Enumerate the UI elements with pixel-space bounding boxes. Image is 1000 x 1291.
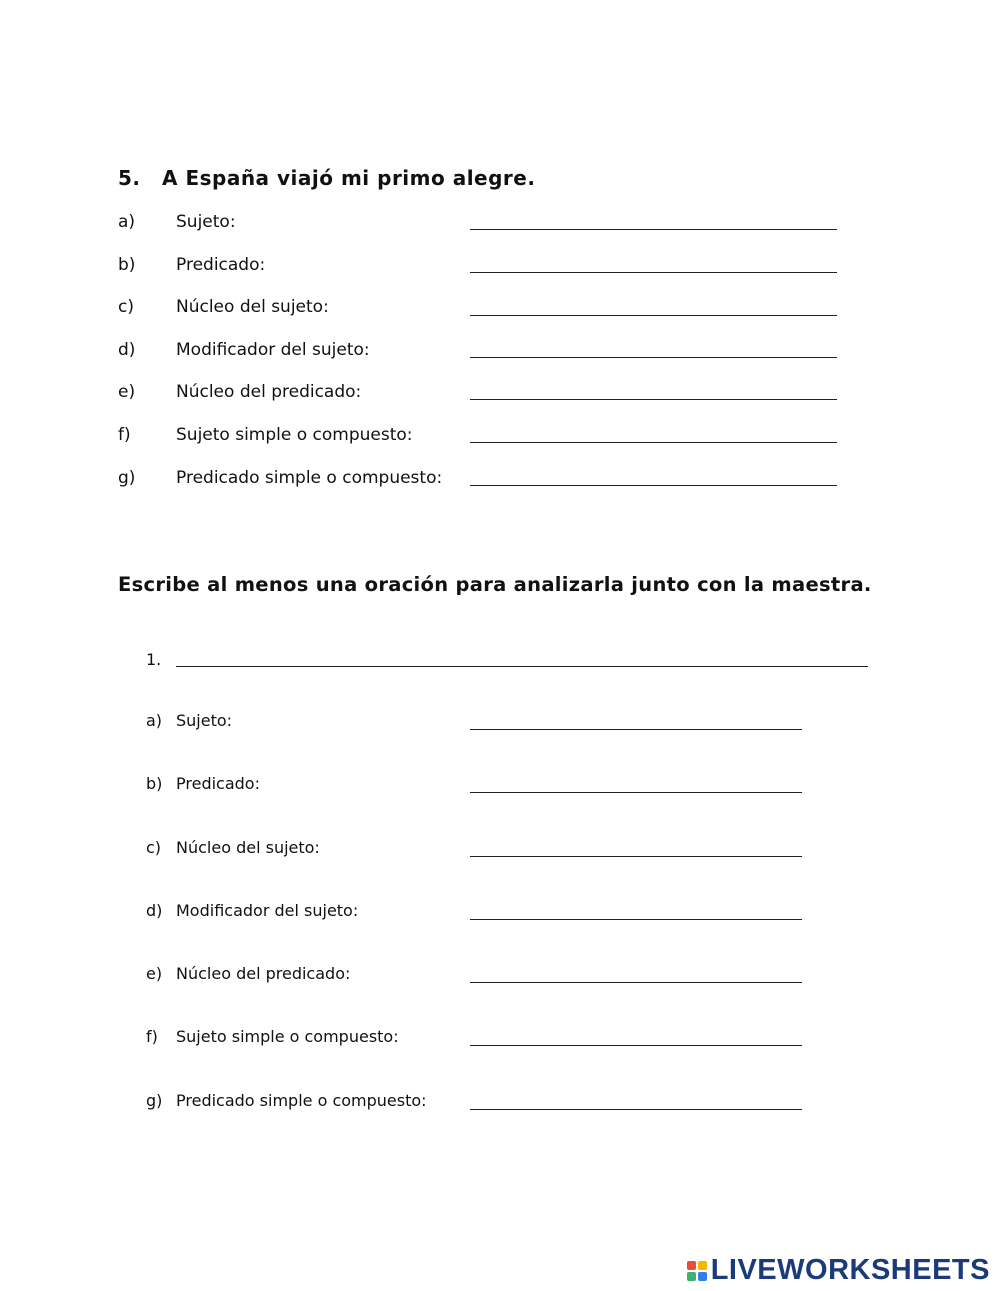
answer-line[interactable]: [470, 919, 802, 920]
exercise-number: 5.: [118, 166, 141, 190]
sentence-answer-line[interactable]: [176, 666, 868, 667]
logo-block: [698, 1272, 707, 1281]
answer-line[interactable]: [470, 856, 802, 857]
sentence-line-number: 1.: [146, 650, 162, 669]
logo-blocks-icon: [687, 1261, 707, 1281]
item-letter: g): [146, 1091, 163, 1110]
answer-line[interactable]: [470, 315, 837, 316]
answer-line[interactable]: [470, 272, 837, 273]
answer-line[interactable]: [470, 982, 802, 983]
answer-line[interactable]: [470, 399, 837, 400]
item-label: Modificador del sujeto:: [176, 901, 359, 920]
item-label: Predicado:: [176, 774, 260, 793]
exercise-5-title: [118, 166, 535, 190]
logo-block: [687, 1261, 696, 1270]
answer-line[interactable]: [470, 357, 837, 358]
item-letter: f): [118, 425, 131, 445]
item-label: Sujeto:: [176, 212, 236, 232]
logo-text: LIVEWORKSHEETS: [710, 1254, 990, 1286]
item-label: Sujeto simple o compuesto:: [176, 425, 413, 445]
item-label: Núcleo del predicado:: [176, 964, 351, 983]
item-label: Núcleo del sujeto:: [176, 297, 329, 317]
answer-line[interactable]: [470, 729, 802, 730]
item-letter: b): [118, 255, 136, 275]
item-letter: d): [118, 340, 136, 360]
item-letter: c): [118, 297, 134, 317]
answer-line[interactable]: [470, 485, 837, 486]
answer-line[interactable]: [470, 442, 837, 443]
exercise-sentence: A España viajó mi primo alegre.: [162, 166, 536, 190]
item-label: Modificador del sujeto:: [176, 340, 370, 360]
item-letter: d): [146, 901, 163, 920]
item-label: Predicado simple o compuesto:: [176, 468, 443, 488]
answer-line[interactable]: [470, 792, 802, 793]
item-letter: a): [146, 711, 163, 730]
item-letter: f): [146, 1027, 158, 1046]
item-label: Núcleo del predicado:: [176, 382, 362, 402]
item-label: Sujeto simple o compuesto:: [176, 1027, 399, 1046]
item-letter: g): [118, 468, 136, 488]
answer-line[interactable]: [470, 1109, 802, 1110]
item-label: Núcleo del sujeto:: [176, 838, 320, 857]
item-letter: a): [118, 212, 136, 232]
logo-block: [687, 1272, 696, 1281]
item-letter: c): [146, 838, 162, 857]
item-label: Sujeto:: [176, 711, 233, 730]
answer-line[interactable]: [470, 1045, 802, 1046]
item-label: Predicado:: [176, 255, 266, 275]
answer-line[interactable]: [470, 229, 837, 230]
liveworksheets-logo: [687, 1254, 990, 1287]
item-label: Predicado simple o compuesto:: [176, 1091, 427, 1110]
item-letter: b): [146, 774, 163, 793]
section-heading: Escribe al menos una oración para analizarla junto con la maestra.: [118, 573, 872, 596]
item-letter: e): [118, 382, 136, 402]
item-letter: e): [146, 964, 163, 983]
logo-block: [698, 1261, 707, 1270]
